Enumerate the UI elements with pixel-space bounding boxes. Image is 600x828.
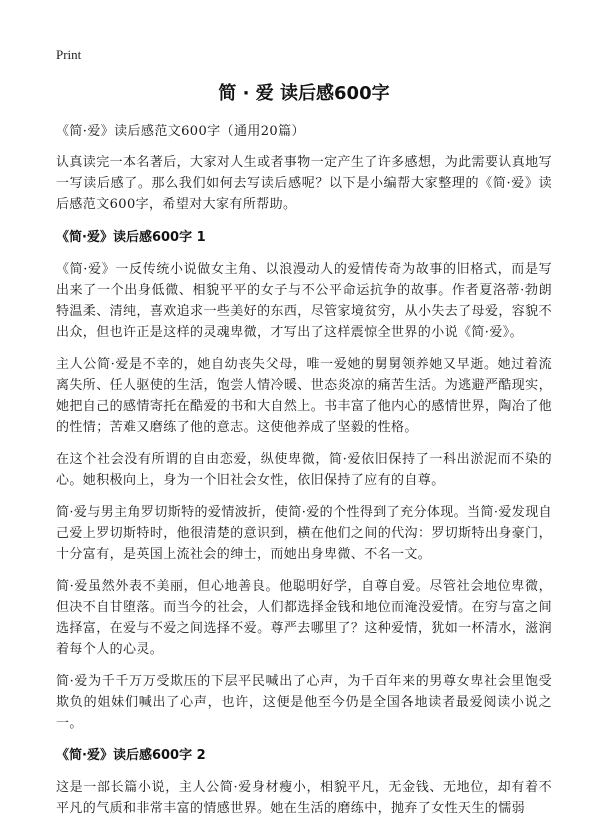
section-1-paragraph-4: 简·爱与男主角罗切斯特的爱情波折，使简·爱的个性得到了充分体现。当简·爱发现自己爱上罗切斯特时，他很清楚的意识到，横在他们之间的代沟：罗切斯特出身豪门，十分富有，是英国上流社会的绅士，而她出身卑微、不名一文。 [56, 505, 552, 562]
section-1-paragraph-5: 简·爱虽然外表不美丽，但心地善良。他聪明好学，自尊自爱。尽管社会地位卑微，但决不自甘堕落。而当今的社会，人们都选择金钱和地位而淹没爱情。在穷与富之间选择富，在爱与不爱之间选择不爱。尊严去哪里了？这种爱情，犹如一杯清水，滋润着每个人的心灵。 [56, 579, 552, 657]
page-title: 简 · 爱 读后感600字 [218, 83, 390, 104]
intro-paragraph: 认真读完一本名著后，大家对人生或者事物一定产生了许多感想，为此需要认真地写一写读后感了。那么我们如何去写读后感呢？以下是小编帮大家整理的《简·爱》读后感范文600字，希望对大家有所帮助。 [56, 155, 552, 212]
document-subtitle: 《简·爱》读后感范文600字（通用20篇） [56, 124, 305, 139]
print-link[interactable]: Print [56, 47, 82, 62]
section-1-paragraph-2: 主人公简·爱是不幸的，她自幼丧失父母，唯一爱她的舅舅领养她又早逝。她过着流离失所、任人驱使的生活，饱尝人情冷暖、世态炎凉的痛苦生活。为逃避严酷现实，她把自己的感情寄托在酷爱的书和大自然上。书丰富了他内心的感情世界，陶冶了他的性情；苦难又磨练了他的意志。这使他养成了坚毅的性格。 [56, 357, 552, 435]
section-1-paragraph-1: 《简·爱》一反传统小说做女主角、以浪漫动人的爱情传奇为故事的旧格式，而是写出来了一个出身低微、相貌平平的女子与不公平命运抗争的故事。作者夏洛蒂·勃朗特温柔、清纯，喜欢追求一些美好的东西，尽管家境贫穷，从小失去了母爱，容貌不出众，但也许正是这样的灵魂卑微，才写出了这样震惊全世界的小说《简·爱》。 [56, 262, 552, 340]
section-heading-2: 《简·爱》读后感600字 2 [56, 748, 206, 763]
section-heading-1: 《简·爱》读后感600字 1 [56, 230, 206, 245]
section-1-paragraph-3: 在这个社会没有所谓的自由恋爱，纵使卑微，简·爱依旧保持了一科出淤泥而不染的心。她积极向上，身为一个旧社会女性，依旧保持了应有的自尊。 [56, 452, 552, 488]
section-2-paragraph-1: 这是一部长篇小说，主人公简·爱身材瘦小，相貌平凡，无金钱、无地位，却有着不平凡的气质和非常丰富的情感世界。她在生活的磨练中，抛弃了女性天生的懦弱 [56, 780, 552, 816]
section-1-paragraph-6: 简·爱为千千万万受欺压的下层平民喊出了心声，为千百年来的男尊女卑社会里饱受欺负的姐妹们喊出了心声，也许，这便是他至今仍是全国各地读者最爱阅读小说之一。 [56, 674, 552, 731]
